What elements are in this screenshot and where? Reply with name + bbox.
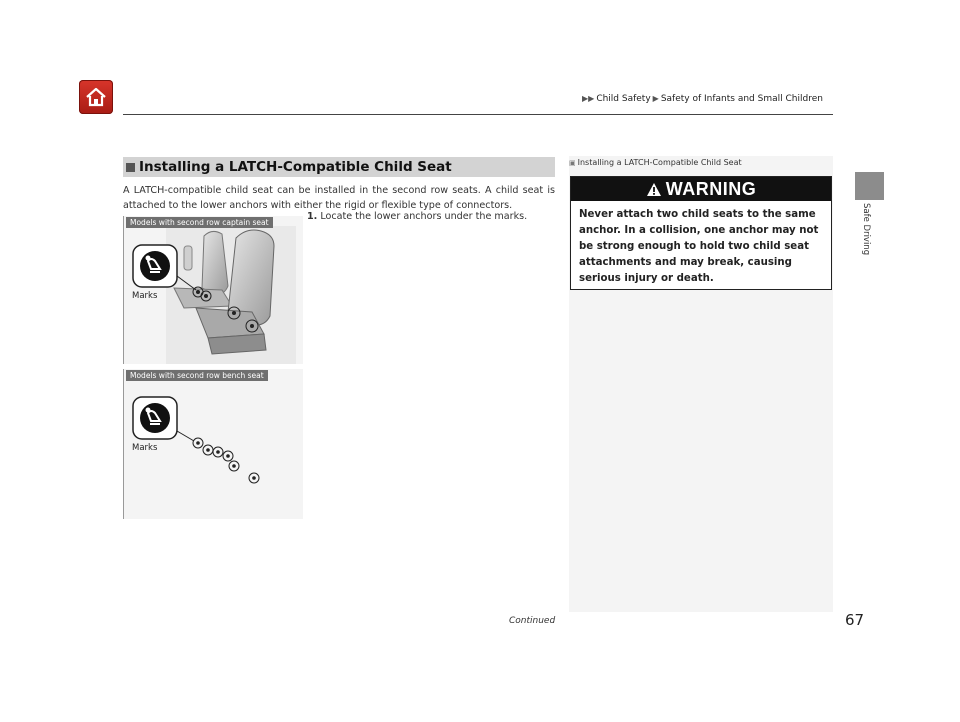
marks-label: Marks	[132, 443, 158, 453]
home-button[interactable]	[79, 80, 113, 114]
warning-title-bar	[571, 177, 831, 201]
breadcrumb-arrow-icon: ▶	[652, 94, 659, 103]
warning-text: Never attach two child seats to the same anchor. In a collision, one anchor may not be strong enough to hold two child seat attachments and may break, causing serious injury or death.	[579, 209, 819, 284]
figure-caption: Models with second row captain seat	[126, 217, 273, 228]
side-tab-marker[interactable]	[855, 172, 884, 200]
child-seat-anchor-icon	[140, 251, 170, 281]
figure-caption: Models with second row bench seat	[126, 370, 268, 381]
warning-title: WARNING	[665, 178, 757, 199]
section-heading	[123, 157, 555, 177]
section-title: Installing a LATCH-Compatible Child Seat	[139, 159, 452, 175]
home-icon	[84, 86, 108, 108]
page-number: 67	[845, 611, 865, 629]
step-number: 1.	[307, 211, 318, 222]
sidebar-heading-text: Installing a LATCH-Compatible Child Seat	[577, 158, 742, 167]
reference-icon: ▣	[569, 159, 576, 167]
breadcrumb-item-child-safety[interactable]: Child Safety	[596, 94, 651, 104]
warning-box	[570, 176, 832, 290]
marks-label: Marks	[132, 291, 158, 301]
continued-label: Continued	[509, 616, 556, 626]
breadcrumb	[580, 94, 823, 104]
breadcrumb-arrow-icon: ▶▶	[582, 94, 595, 103]
anchor-marks	[193, 438, 259, 483]
figure-bench-seat	[123, 369, 303, 519]
sidebar-heading	[569, 158, 742, 167]
section-square-icon	[126, 163, 135, 172]
header-divider	[123, 114, 833, 115]
captain-seat-illustration	[124, 216, 304, 364]
step-text: Locate the lower anchors under the marks.	[320, 211, 528, 222]
intro-paragraph: A LATCH-compatible child seat can be installed in the second row seats. A child seat is attached to the lower anchors with either the rigid or flexible type of connectors.	[123, 185, 555, 211]
breadcrumb-item-safety-infants[interactable]: Safety of Infants and Small Children	[660, 94, 823, 104]
side-tab-label: Safe Driving	[861, 203, 871, 256]
step-1	[307, 211, 527, 222]
warning-triangle-icon	[646, 182, 662, 197]
figure-captain-seat	[123, 216, 303, 364]
child-seat-anchor-icon	[140, 403, 170, 433]
